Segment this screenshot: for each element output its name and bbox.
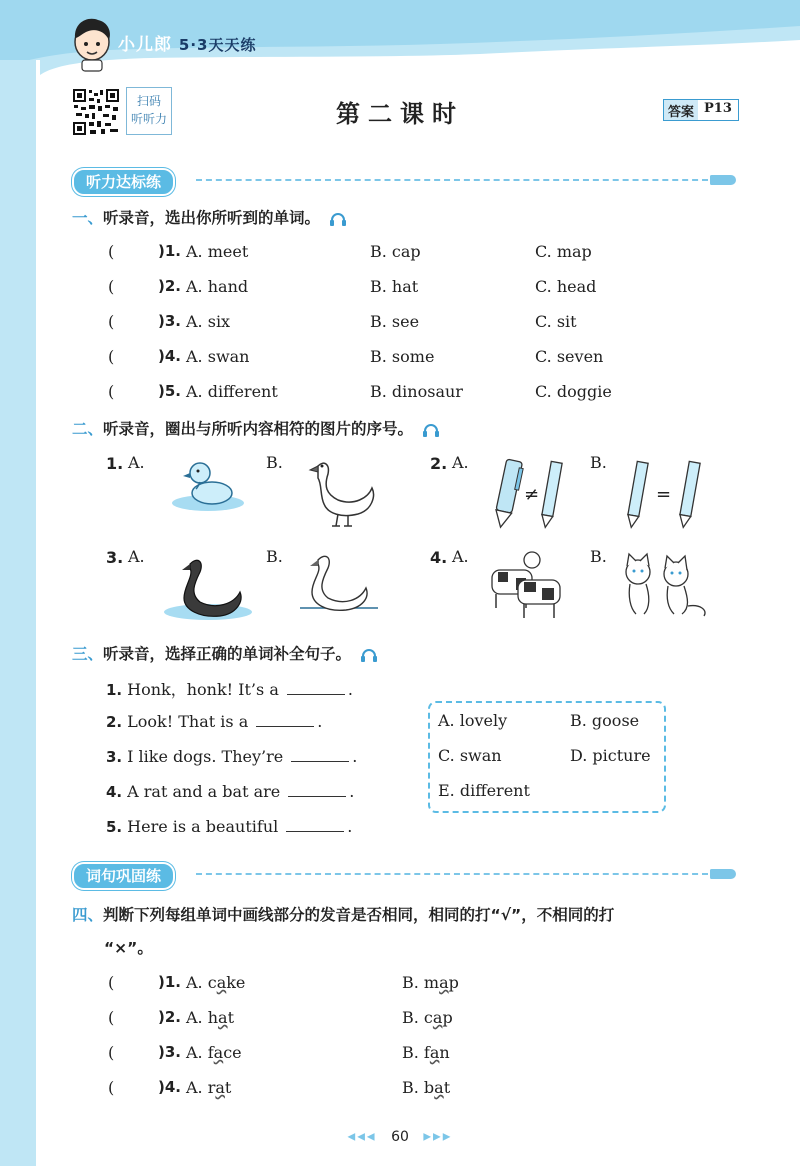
underlined-letter: a xyxy=(215,1078,225,1097)
question-1-heading xyxy=(72,206,347,228)
answer-paren-open[interactable]: ( xyxy=(108,1078,115,1097)
answer-reference[interactable] xyxy=(663,99,739,121)
question-number: 一、 xyxy=(72,209,104,227)
scan-line2: 听听力 xyxy=(130,112,167,126)
option-b[interactable]: B. hat xyxy=(370,277,419,296)
q2-item3-number: 3. xyxy=(106,548,124,567)
underlined-letter: a xyxy=(439,973,449,992)
item-number: )1. xyxy=(158,242,181,260)
sentence-end: . xyxy=(347,680,353,699)
option-c[interactable]: C. map xyxy=(535,242,592,261)
question-3-heading xyxy=(72,642,378,664)
word-part: t xyxy=(224,1078,232,1097)
answer-blank[interactable] xyxy=(256,712,314,727)
question-text: 听录音，圈出与所听内容相符的图片的序号。 xyxy=(103,420,414,438)
underlined-letter: a xyxy=(429,1043,440,1062)
question-4-heading-line2: “×”。 xyxy=(104,939,153,957)
option-a[interactable]: A. hand xyxy=(186,277,249,296)
headphones-icon[interactable] xyxy=(360,648,378,662)
q2-item1-option-a[interactable]: A. xyxy=(128,453,145,472)
underlined-letter: a xyxy=(216,973,227,992)
pencil-tip-icon xyxy=(710,175,736,185)
option-a[interactable]: A. meet xyxy=(186,242,249,261)
answer-blank[interactable] xyxy=(287,680,345,695)
q2-item2-option-b[interactable]: B. xyxy=(590,453,607,472)
word-part: n xyxy=(439,1043,450,1062)
banner-label: 词句巩固练 xyxy=(72,862,175,890)
banner-label: 听力达标练 xyxy=(72,168,175,196)
option-a[interactable]: A. lovely xyxy=(438,711,508,730)
scan-line1: 扫码 xyxy=(136,94,161,108)
unequal-pens-picture[interactable] xyxy=(486,456,576,532)
not-equal-sign: ≠ xyxy=(524,484,540,505)
answer-paren-open[interactable]: ( xyxy=(108,277,115,296)
sentence-number: 4. xyxy=(106,783,123,801)
word-part: ke xyxy=(226,973,246,992)
q2-item3-option-a[interactable]: A. xyxy=(128,547,145,566)
question-text: 听录音，选择正确的单词补全句子。 xyxy=(103,645,352,663)
underlined-letter: a xyxy=(434,1078,444,1097)
headphones-icon[interactable] xyxy=(422,423,440,437)
word-a xyxy=(186,1043,242,1062)
section-banner-vocabulary xyxy=(72,862,736,886)
word-part: t xyxy=(227,1008,235,1027)
word-part: p xyxy=(448,973,459,992)
option-c[interactable]: C. head xyxy=(535,277,597,296)
headphones-icon[interactable] xyxy=(329,212,347,226)
word-part: B. f xyxy=(402,1043,430,1062)
word-b xyxy=(402,973,459,992)
question-text-line1: 判断下列每组单词中画线部分的发音是否相同，相同的打“√”，不相同的打 xyxy=(103,906,615,924)
option-a[interactable]: A. six xyxy=(186,312,231,331)
word-part: B. m xyxy=(402,973,440,992)
answer-blank[interactable] xyxy=(288,782,346,797)
left-arrows-icon: ◀◀◀ xyxy=(347,1131,377,1143)
banner-dash-line xyxy=(196,873,708,875)
option-d[interactable]: D. picture xyxy=(570,746,651,765)
lesson-title: 第二课时 xyxy=(336,100,464,128)
sentence-number: 1. xyxy=(106,681,123,699)
sentence-end: . xyxy=(317,712,323,731)
sentence-number: 3. xyxy=(106,748,123,766)
item-number: )2. xyxy=(158,1008,181,1026)
item-number: )3. xyxy=(158,312,181,330)
q2-item1-option-b[interactable]: B. xyxy=(266,453,283,472)
page-number: 60 xyxy=(391,1129,409,1145)
word-part: A. r xyxy=(186,1078,216,1097)
word-part: A. h xyxy=(186,1008,219,1027)
item-number: )4. xyxy=(158,1078,181,1096)
option-e[interactable]: E. different xyxy=(438,781,530,800)
answer-page: P13 xyxy=(704,101,732,116)
question-text: 听录音，选出你所听到的单词。 xyxy=(103,209,321,227)
q2-item4-option-a[interactable]: A. xyxy=(452,547,469,566)
mascot-boy-icon xyxy=(68,14,118,72)
white-swan-picture[interactable] xyxy=(294,550,382,618)
underlined-letter: a xyxy=(218,1008,228,1027)
option-c[interactable]: C. sit xyxy=(535,312,577,331)
word-b xyxy=(402,1043,450,1062)
item-number: )1. xyxy=(158,973,181,991)
underlined-letter: a xyxy=(213,1043,224,1062)
header-background xyxy=(0,0,800,160)
sentence-text: A rat and a bat are xyxy=(127,782,281,801)
question-number: 二、 xyxy=(72,420,104,438)
option-c[interactable]: C. swan xyxy=(438,746,502,765)
answer-paren-open[interactable]: ( xyxy=(108,347,115,366)
duckling-picture[interactable] xyxy=(170,455,248,515)
sentence-row xyxy=(106,747,357,766)
word-a xyxy=(186,1008,234,1027)
word-part: A. f xyxy=(186,1043,214,1062)
sentence-row xyxy=(106,817,352,836)
question-2-heading xyxy=(72,417,440,439)
brand-main: 小儿郎 xyxy=(118,35,172,55)
question-number: 三、 xyxy=(72,645,104,663)
sentence-end: . xyxy=(347,817,353,836)
answer-blank[interactable] xyxy=(286,817,344,832)
option-b[interactable]: B. dinosaur xyxy=(370,382,463,401)
option-c[interactable]: C. doggie xyxy=(535,382,612,401)
equal-pencils-picture[interactable] xyxy=(620,456,710,532)
word-options-box xyxy=(428,701,666,813)
item-number: )4. xyxy=(158,347,181,365)
q2-item4-number: 4. xyxy=(430,548,448,567)
brand-sub: 5·3天天练 xyxy=(178,36,257,54)
answer-paren-open[interactable]: ( xyxy=(108,973,115,992)
sentence-row xyxy=(106,782,354,801)
sentence-row xyxy=(106,677,353,700)
answer-paren-open[interactable]: ( xyxy=(108,1043,115,1062)
word-part: t xyxy=(443,1078,451,1097)
word-a xyxy=(186,973,245,992)
item-number: )3. xyxy=(158,1043,181,1061)
q2-item3-option-b[interactable]: B. xyxy=(266,547,283,566)
q2-item2-option-a[interactable]: A. xyxy=(452,453,469,472)
word-b xyxy=(402,1078,450,1097)
section-banner-listening xyxy=(72,168,736,192)
right-arrows-icon: ▶▶▶ xyxy=(423,1131,453,1143)
option-b[interactable]: B. goose xyxy=(570,711,640,730)
item-number: )2. xyxy=(158,277,181,295)
sentence-end: . xyxy=(352,747,358,766)
kittens-picture[interactable] xyxy=(616,552,712,620)
option-b[interactable]: B. see xyxy=(370,312,420,331)
banner-dash-line xyxy=(196,179,708,181)
word-b xyxy=(402,1008,453,1027)
option-b[interactable]: B. cap xyxy=(370,242,421,261)
answer-label: 答案 xyxy=(664,100,698,120)
sentence-number: 2. xyxy=(106,713,123,731)
sentence-text: Honk，honk! It’s a xyxy=(127,680,279,699)
q2-item4-option-b[interactable]: B. xyxy=(590,547,607,566)
equal-sign: = xyxy=(656,484,672,505)
word-part: ce xyxy=(223,1043,242,1062)
word-part: p xyxy=(442,1008,453,1027)
option-a[interactable]: A. different xyxy=(186,382,278,401)
option-b[interactable]: B. some xyxy=(370,347,435,366)
sentence-text: Here is a beautiful xyxy=(127,817,279,836)
answer-paren-open[interactable]: ( xyxy=(108,1008,115,1027)
sentence-row xyxy=(106,712,322,731)
word-part: B. b xyxy=(402,1078,435,1097)
answer-paren-open[interactable]: ( xyxy=(108,382,115,401)
option-a[interactable]: A. swan xyxy=(186,347,250,366)
pencil-tip-icon xyxy=(710,869,736,879)
goose-picture[interactable] xyxy=(302,452,380,530)
sentence-text: Look! That is a xyxy=(127,712,249,731)
brand-logo xyxy=(118,30,257,55)
cows-picture[interactable] xyxy=(486,548,566,626)
option-c[interactable]: C. seven xyxy=(535,347,604,366)
answer-blank[interactable] xyxy=(291,747,349,762)
word-part: B. c xyxy=(402,1008,433,1027)
word-a xyxy=(186,1078,231,1097)
answer-paren-open[interactable]: ( xyxy=(108,312,115,331)
sentence-end: . xyxy=(349,782,355,801)
sentence-text: I like dogs. They’re xyxy=(127,747,284,766)
underlined-letter: a xyxy=(432,1008,443,1027)
black-swan-picture[interactable] xyxy=(160,552,254,622)
item-number: )5. xyxy=(158,382,181,400)
q2-item2-number: 2. xyxy=(430,454,448,473)
question-number: 四、 xyxy=(72,906,104,924)
sentence-number: 5. xyxy=(106,818,123,836)
q2-item1-number: 1. xyxy=(106,454,124,473)
question-4-heading xyxy=(72,903,614,925)
word-part: A. c xyxy=(186,973,217,992)
left-margin-strip xyxy=(0,0,40,1166)
page-footer xyxy=(0,1129,800,1145)
answer-paren-open[interactable]: ( xyxy=(108,242,115,261)
